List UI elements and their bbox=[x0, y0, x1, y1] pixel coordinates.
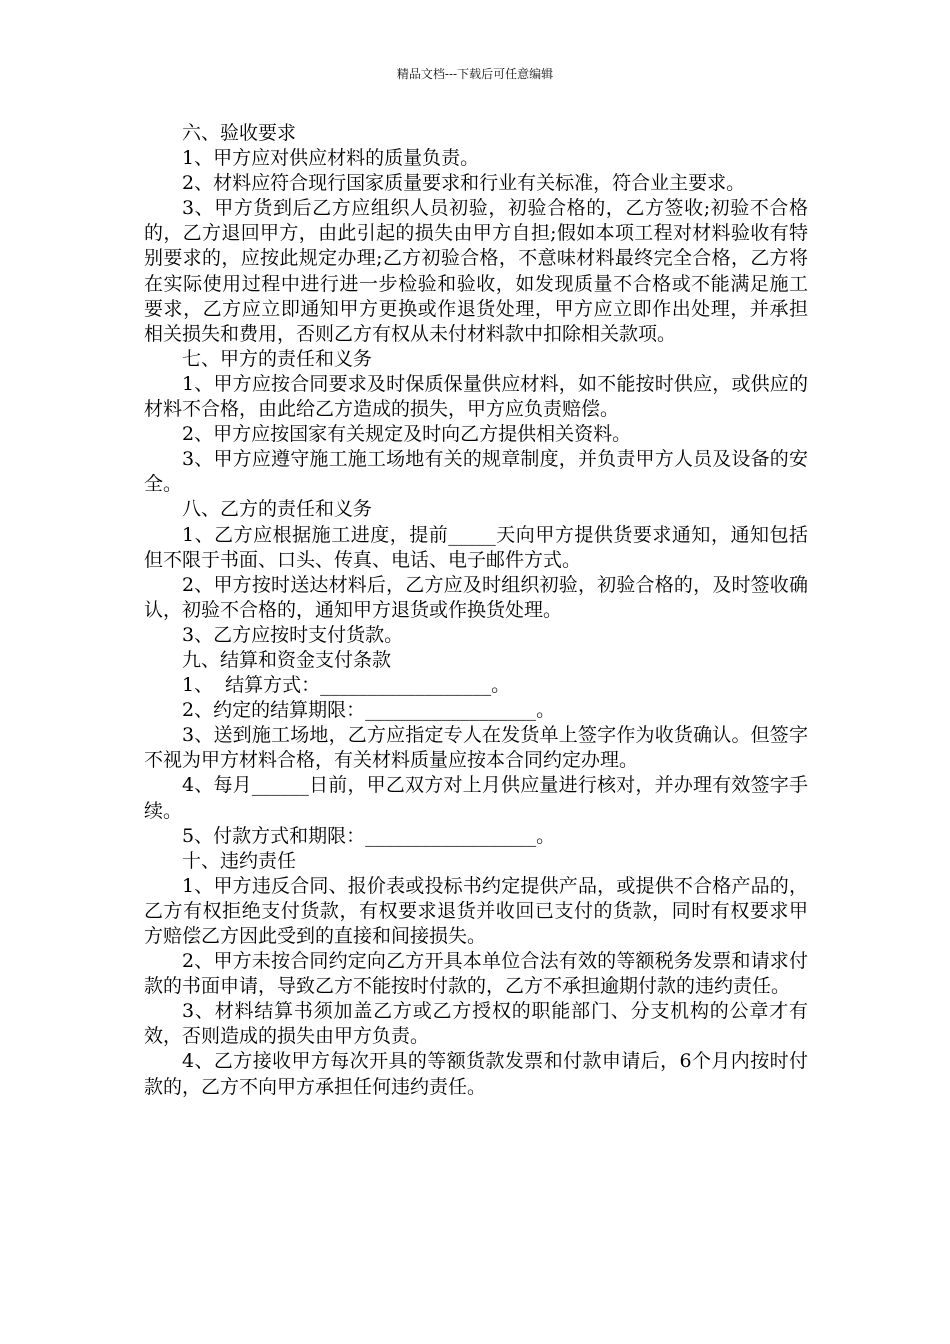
paragraph: 2、甲方未按合同约定向乙方开具本单位合法有效的等额税务发票和请求付款的书面申请，导致乙方不能按时付款的，乙方不承担逾期付款的违约责任。 bbox=[144, 950, 808, 998]
section-heading-party-a-duties: 七、甲方的责任和义务 bbox=[182, 347, 373, 370]
paragraph: 3、甲方应遵守施工施工场地有关的规章制度，并负责甲方人员及设备的安全。 bbox=[144, 448, 808, 496]
page-header: 精品文档---下载后可任意编辑 bbox=[396, 67, 554, 81]
section-heading-party-b-duties: 八、乙方的责任和义务 bbox=[182, 498, 373, 521]
paragraph: 3、乙方应按时支付货款。 bbox=[182, 623, 404, 646]
paragraph: 4、乙方接收甲方每次开具的等额货款发票和付款申请后，6个月内按时付款的，乙方不向甲方承担任何违约责任。 bbox=[144, 1050, 808, 1098]
paragraph: 4、每月______日前，甲乙双方对上月供应量进行核对，并办理有效签字手续。 bbox=[144, 774, 808, 822]
paragraph: 5、付款方式和期限：__________________。 bbox=[182, 824, 556, 847]
paragraph: 3、材料结算书须加盖乙方或乙方授权的职能部门、分支机构的公章才有效，否则造成的损失由甲方负责。 bbox=[144, 1000, 808, 1048]
paragraph: 1、 结算方式：__________________。 bbox=[182, 674, 511, 697]
document-body bbox=[144, 121, 808, 1100]
paragraph: 2、甲方应按国家有关规定及时向乙方提供相关资料。 bbox=[182, 423, 632, 446]
section-heading-liability: 十、违约责任 bbox=[182, 849, 297, 872]
paragraph: 1、甲方应按合同要求及时保质保量供应材料，如不能按时供应，或供应的材料不合格，由此给乙方造成的损失，甲方应负责赔偿。 bbox=[144, 372, 808, 421]
paragraph: 2、甲方按时送达材料后，乙方应及时组织初验，初验合格的，及时签收确认，初验不合格的，通知甲方退货或作换货处理。 bbox=[144, 573, 808, 621]
paragraph: 3、送到施工场地，乙方应指定专人在发货单上签字作为收货确认。但签字不视为甲方材料合格，有关材料质量应按本合同约定办理。 bbox=[144, 724, 808, 772]
section-heading-acceptance: 六、验收要求 bbox=[182, 122, 297, 144]
section-heading-settlement: 九、结算和资金支付条款 bbox=[182, 648, 392, 671]
paragraph: 2、材料应符合现行国家质量要求和行业有关标准，符合业主要求。 bbox=[182, 172, 746, 195]
paragraph: 1、甲方应对供应材料的质量负责。 bbox=[182, 147, 480, 170]
paragraph: 1、乙方应根据施工进度，提前_____天向甲方提供货要求通知，通知包括但不限于书面、口头、传真、电话、电子邮件方式。 bbox=[144, 523, 808, 571]
paragraph: 2、约定的结算期限：__________________。 bbox=[182, 699, 556, 722]
paragraph: 3、甲方货到后乙方应组织人员初验，初验合格的，乙方签收;初验不合格的，乙方退回甲方，由此引起的损失由甲方自担;假如本项工程对材料验收有特别要求的，应按此规定办理;乙方初验合格，不意味材料最终完全合格，乙方将在实际使用过程中进行进一步检验和验收，如发现质量不合格或不能满足施工要求，乙方应立即通知甲方更换或作退货处理，甲方应立即作出处理，并承担相关损失和费用，否则乙方有权从未付材料款中扣除相关款项。 bbox=[144, 197, 808, 345]
paragraph: 1、甲方违反合同、报价表或投标书约定提供产品，或提供不合格产品的，乙方有权拒绝支付货款，有权要求退货并收回已支付的货款，同时有权要求甲方赔偿乙方因此受到的直接和间接损失。 bbox=[144, 874, 808, 947]
